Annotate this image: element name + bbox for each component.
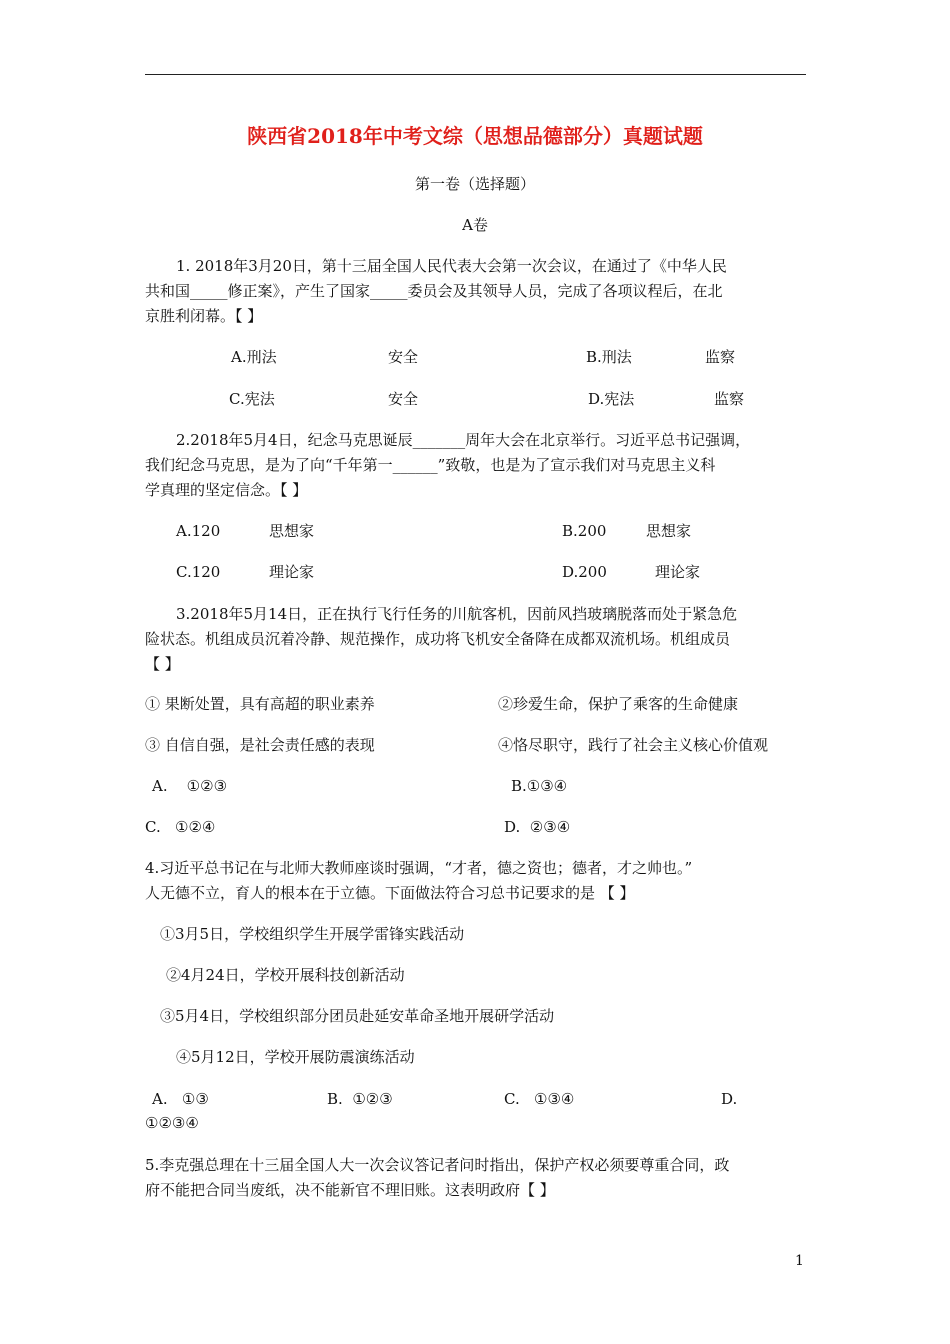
q2-option-c: C.120 bbox=[176, 563, 221, 581]
q2-line3: 学真理的坚定信念。【 】 bbox=[145, 481, 308, 499]
q3-option-a: A. ①②③ bbox=[152, 777, 228, 795]
q1-line1: 1. 2018年3月20日，第十三届全国人民代表大会第一次会议，在通过了《中华人民 bbox=[176, 257, 727, 275]
q3-option-c: C. ①②④ bbox=[145, 818, 216, 836]
q2-option-d: D.200 bbox=[562, 563, 607, 581]
q2-option-a-2: 思想家 bbox=[269, 522, 315, 540]
q3-statement-2: ②珍爱生命，保护了乘客的生命健康 bbox=[498, 695, 739, 713]
q2-option-c-2: 理论家 bbox=[269, 563, 315, 581]
header-rule bbox=[145, 74, 806, 75]
q3-statement-3: ③ 自信自强，是社会责任感的表现 bbox=[145, 736, 375, 754]
q5-line1: 5.李克强总理在十三届全国人大一次会议答记者问时指出，保护产权必须要尊重合同，政 bbox=[145, 1156, 730, 1174]
q1-option-a: A.刑法 bbox=[231, 348, 277, 366]
q1-line3: 京胜利闭幕。【 】 bbox=[145, 307, 263, 325]
q1-option-d-2: 监察 bbox=[714, 390, 745, 408]
q2-line1: 2.2018年5月4日，纪念马克思诞辰_______周年大会在北京举行。习近平总书记强调， bbox=[176, 431, 751, 449]
q4-statement-2: ②4月24日，学校开展科技创新活动 bbox=[166, 966, 405, 984]
q1-line2: 共和国_____修正案》，产生了国家_____委员会及其领导人员，完成了各项议程后，在北 bbox=[145, 282, 723, 300]
q1-option-b: B.刑法 bbox=[586, 348, 632, 366]
q4-line2: 人无德不立，育人的根本在于立德。下面做法符合习总书记要求的是 【 】 bbox=[145, 884, 635, 902]
q2-option-b: B.200 bbox=[562, 522, 607, 540]
q4-option-c: C. ①③④ bbox=[504, 1090, 575, 1108]
q3-line2: 险状态。机组成员沉着冷静、规范操作，成功将飞机安全备降在成都双流机场。机组成员 bbox=[145, 630, 731, 648]
q4-option-b: B. ①②③ bbox=[327, 1090, 393, 1108]
q1-option-d: D.宪法 bbox=[588, 390, 635, 408]
q1-option-c-2: 安全 bbox=[388, 390, 419, 408]
q4-line1: 4.习近平总书记在与北师大教师座谈时强调，“才者，德之资也；德者，才之帅也。” bbox=[145, 859, 693, 877]
q4-option-d-content: ①②③④ bbox=[145, 1114, 199, 1132]
q3-statement-4: ④恪尽职守，践行了社会主义核心价值观 bbox=[498, 736, 769, 754]
q4-statement-3: ③5月4日，学校组织部分团员赴延安革命圣地开展研学活动 bbox=[160, 1007, 555, 1025]
part-heading: A卷 bbox=[462, 216, 488, 234]
q3-line3: 【 】 bbox=[145, 655, 180, 673]
q3-statement-1: ① 果断处置，具有高超的职业素养 bbox=[145, 695, 375, 713]
q3-line1: 3.2018年5月14日，正在执行飞行任务的川航客机，因前风挡玻璃脱落而处于紧急危 bbox=[176, 605, 738, 623]
q4-statement-1: ①3月5日，学校组织学生开展学雷锋实践活动 bbox=[160, 925, 465, 943]
q2-line2: 我们纪念马克思，是为了向“千年第一______”致敬，也是为了宣示我们对马克思主义科 bbox=[145, 456, 716, 474]
q1-option-a-2: 安全 bbox=[388, 348, 419, 366]
q3-option-b: B.①③④ bbox=[511, 777, 568, 795]
page-number: 1 bbox=[795, 1253, 804, 1269]
q5-line2: 府不能把合同当废纸，决不能新官不理旧账。这表明政府【 】 bbox=[145, 1181, 555, 1199]
q1-option-c: C.宪法 bbox=[229, 390, 275, 408]
q2-option-a: A.120 bbox=[176, 522, 221, 540]
q2-option-d-2: 理论家 bbox=[655, 563, 701, 581]
page-title: 陕西省2018年中考文综（思想品德部分）真题试题 bbox=[247, 124, 703, 148]
section-heading: 第一卷（选择题） bbox=[414, 175, 535, 193]
q2-option-b-2: 思想家 bbox=[646, 522, 692, 540]
q4-statement-4: ④5月12日，学校开展防震演练活动 bbox=[176, 1048, 415, 1066]
q4-option-d: D. bbox=[721, 1090, 738, 1108]
q1-option-b-2: 监察 bbox=[705, 348, 736, 366]
q4-option-a: A. ①③ bbox=[152, 1090, 209, 1108]
q3-option-d: D. ②③④ bbox=[504, 818, 571, 836]
